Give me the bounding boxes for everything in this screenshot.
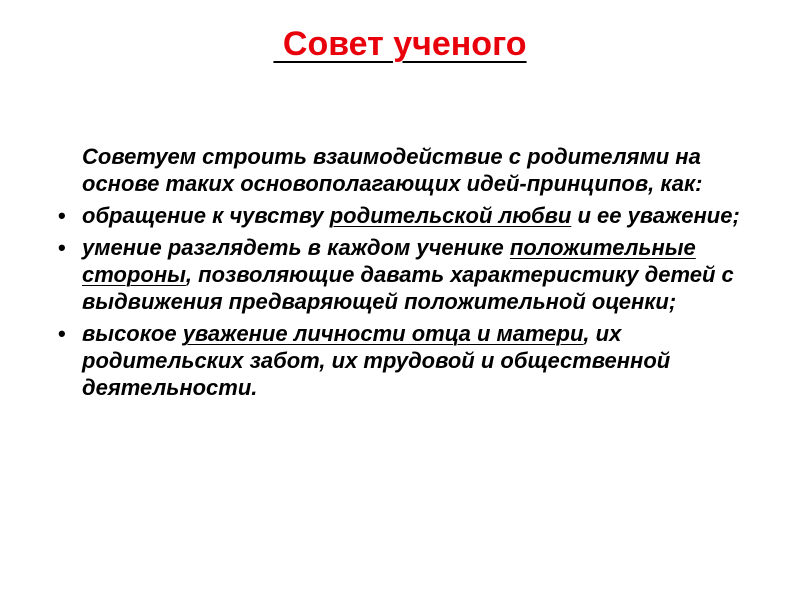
list-item-text-before: обращение к чувству xyxy=(82,203,330,228)
slide-body xyxy=(52,143,762,406)
list-item-underlined-text: положительные стороны xyxy=(82,235,696,287)
list-item-text-after: , позволяющие давать характеристику детей с выдвижения предваряющей положительной оценки; xyxy=(82,262,734,314)
list-item xyxy=(52,320,762,401)
principles-list xyxy=(52,202,762,401)
list-item xyxy=(52,202,762,229)
intro-paragraph: Советуем строить взаимодействие с родителями на основе таких основополагающих идей-принципов, как: xyxy=(82,144,703,196)
bullet-icon: • xyxy=(58,235,66,260)
list-item-text-before: высокое xyxy=(82,321,183,346)
bullet-icon: • xyxy=(58,321,66,346)
list-item-underlined-text: уважение личности отца и матери xyxy=(182,321,584,346)
list-item xyxy=(52,234,762,315)
bullet-icon: • xyxy=(58,203,66,228)
list-item-text-after: и ее уважение; xyxy=(571,203,740,228)
list-item-underlined-text: родительской любви xyxy=(329,203,572,228)
list-item-text-before: умение разглядеть в каждом ученике xyxy=(82,235,510,260)
slide-title: Совет ученого xyxy=(273,25,527,63)
list-item-text-after: , их родительских забот, их трудовой и общественной деятельности. xyxy=(82,321,671,400)
